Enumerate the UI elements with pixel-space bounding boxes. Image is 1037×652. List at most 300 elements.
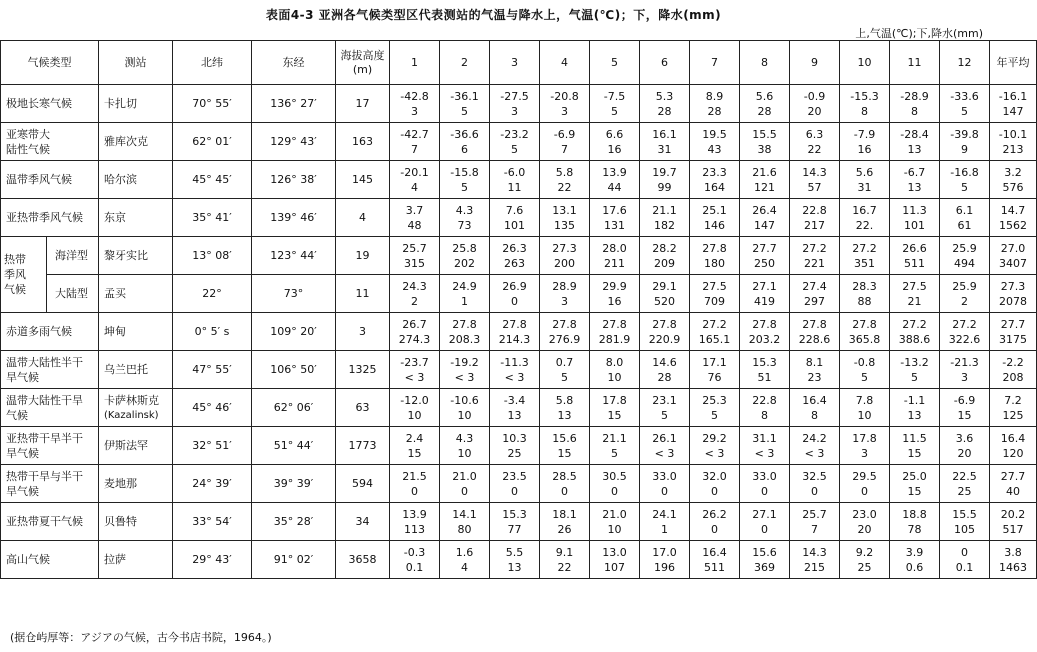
value-cell [740,313,790,351]
value-cell [440,427,490,465]
table-row [1,85,1037,123]
precipitation-value: 77 [507,522,522,536]
precipitation-value: 22 [557,180,572,194]
temperature-value: -16.1 [998,89,1028,103]
value-cell [590,123,640,161]
precipitation-value: 4 [461,560,468,574]
precipitation-value: 351 [854,256,875,270]
precipitation-value: 13 [907,180,922,194]
precipitation-value: 511 [704,560,725,574]
precipitation-value: 520 [654,294,675,308]
precipitation-value: 0 [511,484,518,498]
precipitation-value: 5 [561,370,568,384]
latitude-cell: 70° 55′ [173,85,252,123]
value-cell [690,503,740,541]
climate-type-cell [1,351,99,389]
station-line: 卡萨林斯克 [104,393,159,407]
precipitation-value: 3 [411,104,418,118]
temperature-value: 26.9 [502,279,527,293]
precipitation-value: 1 [661,522,668,536]
value-cell [990,389,1037,427]
value-cell [840,123,890,161]
value-cell [990,123,1037,161]
station-cell: 坤甸 [99,313,173,351]
value-cell [740,427,790,465]
latitude-cell: 62° 01′ [173,123,252,161]
temperature-value: -0.3 [403,545,426,559]
value-cell [390,427,440,465]
value-cell [390,237,440,275]
precipitation-value: 51 [757,370,772,384]
value-cell [440,85,490,123]
temperature-value: 14.7 [1000,203,1026,217]
climate-table [0,40,1037,579]
precipitation-value: 202 [454,256,475,270]
climate-type-line: 旱气候 [6,370,39,384]
precipitation-value: 511 [904,256,925,270]
value-cell [390,541,440,579]
temperature-value: 6.6 [605,127,624,141]
altitude-cell: 1325 [336,351,390,389]
longitude-cell: 39° 39′ [252,465,336,503]
temperature-value: 22.8 [802,203,827,217]
temperature-value: 5.8 [555,393,574,407]
value-cell [890,275,940,313]
temperature-value: 3.7 [405,203,424,217]
precipitation-value: 10 [607,522,622,536]
temperature-value: 27.8 [552,317,577,331]
precipitation-value: 196 [654,560,675,574]
temperature-value: 8.9 [705,89,724,103]
precipitation-value: 263 [504,256,525,270]
value-cell [440,123,490,161]
temperature-value: 25.1 [702,203,727,217]
temperature-value: 5.3 [655,89,674,103]
header-lat: 北纬 [173,41,252,85]
precipitation-value: 15 [907,484,922,498]
precipitation-value: 28 [707,104,722,118]
temperature-value: 7.8 [855,393,874,407]
value-cell [540,199,590,237]
precipitation-value: 11 [507,180,522,194]
station-cell [99,389,173,427]
value-cell [640,199,690,237]
precipitation-value: 135 [554,218,575,232]
table-title: 表面4-3 亚洲各气候类型区代表测站的气温与降水上，气温(℃)；下，降水(mm) [265,8,722,22]
value-cell [390,313,440,351]
value-cell [740,161,790,199]
precipitation-value: 28 [657,104,672,118]
temperature-value: 23.0 [852,507,877,521]
precipitation-value: 209 [654,256,675,270]
temperature-value: 27.8 [452,317,477,331]
precipitation-value: < 3 [804,446,825,460]
climate-type-cell: 亚热带季风气候 [1,199,99,237]
value-cell [990,275,1037,313]
temperature-value: -36.1 [450,89,479,103]
value-cell [790,199,840,237]
precipitation-value: 3 [561,104,568,118]
climate-type-line: 热带干旱与半干 [6,469,83,483]
value-cell [940,389,990,427]
precipitation-value: 3 [861,446,868,460]
precipitation-value: 13 [507,560,522,574]
value-cell [990,351,1037,389]
precipitation-value: 3407 [999,256,1027,270]
longitude-cell: 109° 20′ [252,313,336,351]
station-cell: 卡扎切 [99,85,173,123]
temperature-value: 27.2 [802,241,827,255]
temperature-value: -6.9 [953,393,976,407]
precipitation-value: 0 [761,484,768,498]
longitude-cell: 129° 43′ [252,123,336,161]
value-cell [790,427,840,465]
precipitation-value: 22 [557,560,572,574]
latitude-cell: 33° 54′ [173,503,252,541]
temperature-value: 26.1 [652,431,677,445]
temperature-value: 5.5 [505,545,524,559]
latitude-cell: 45° 45′ [173,161,252,199]
temperature-value: 21.1 [652,203,677,217]
temperature-value: -21.3 [950,355,979,369]
precipitation-value: 8 [761,408,768,422]
temperature-value: -36.6 [450,127,479,141]
climate-type-cell [1,123,99,161]
value-cell [940,123,990,161]
precipitation-value: 8 [861,104,868,118]
value-cell [590,313,640,351]
precipitation-value: 0 [611,484,618,498]
temperature-value: 14.3 [802,545,827,559]
altitude-cell: 11 [336,275,390,313]
temperature-value: -19.2 [450,355,479,369]
precipitation-value: 78 [907,522,922,536]
value-cell [540,161,590,199]
altitude-cell: 34 [336,503,390,541]
temperature-value: 15.6 [752,545,777,559]
value-cell [690,313,740,351]
temperature-value: 8.0 [605,355,624,369]
temperature-value: 19.7 [652,165,677,179]
altitude-cell: 594 [336,465,390,503]
station-cell: 贝鲁特 [99,503,173,541]
value-cell [540,389,590,427]
precipitation-value: 276.9 [548,332,581,346]
value-cell [940,465,990,503]
precipitation-value: 203.2 [748,332,781,346]
climate-type-cell [1,427,99,465]
table-row [1,503,1037,541]
precipitation-value: < 3 [704,446,725,460]
climate-type-cell: 赤道多雨气候 [1,313,99,351]
temperature-value: 27.2 [702,317,727,331]
temperature-value: 27.8 [602,317,627,331]
value-cell [390,123,440,161]
value-cell [540,465,590,503]
value-cell [840,427,890,465]
value-cell [790,465,840,503]
temperature-value: 24.3 [402,279,427,293]
temperature-value: 20.2 [1000,507,1026,521]
precipitation-value: 4 [411,180,418,194]
climate-type-line: 温带大陆性干旱 [6,393,83,407]
temperature-value: 13.0 [602,545,627,559]
value-cell [590,465,640,503]
precipitation-value: 3 [511,104,518,118]
precipitation-value: 213 [1002,142,1024,156]
temperature-value: 25.3 [702,393,727,407]
header-month: 7 [690,41,740,85]
precipitation-value: 2 [961,294,968,308]
temperature-value: -28.4 [900,127,929,141]
latitude-cell: 47° 55′ [173,351,252,389]
value-cell [490,427,540,465]
value-cell [540,503,590,541]
header-month: 8 [740,41,790,85]
temperature-value: 15.6 [552,431,577,445]
temperature-value: -3.4 [503,393,526,407]
value-cell [740,275,790,313]
temperature-value: 19.5 [702,127,727,141]
value-cell [840,465,890,503]
header-alt-line2: (m) [352,62,373,76]
value-cell [440,313,490,351]
precipitation-value: 6 [461,142,468,156]
precipitation-value: 107 [604,560,625,574]
latitude-cell: 35° 41′ [173,199,252,237]
temperature-value: 17.0 [652,545,677,559]
latitude-cell: 24° 39′ [173,465,252,503]
unit-note: 上,气温(℃);下,降水(mm) [855,27,983,40]
temperature-value: -6.0 [503,165,526,179]
precipitation-value: 147 [1002,104,1024,118]
climate-type-cell [1,389,99,427]
precipitation-value: 0 [711,522,718,536]
precipitation-value: 121 [754,180,775,194]
value-cell [990,199,1037,237]
precipitation-value: 16 [607,142,622,156]
altitude-cell: 145 [336,161,390,199]
climate-type-cell: 极地长寒气候 [1,85,99,123]
longitude-cell: 126° 38′ [252,161,336,199]
temperature-value: 27.8 [752,317,777,331]
temperature-value: -42.8 [400,89,429,103]
temperature-value: 25.8 [452,241,477,255]
value-cell [990,503,1037,541]
temperature-value: 28.3 [852,279,877,293]
value-cell [490,465,540,503]
table-body [1,85,1037,579]
precipitation-value: 40 [1006,484,1020,498]
temperature-value: -15.3 [850,89,879,103]
value-cell [840,313,890,351]
temperature-value: 5.6 [855,165,874,179]
header-alt [336,41,390,85]
temperature-value: 15.5 [952,507,977,521]
precipitation-value: 25 [957,484,972,498]
latitude-cell: 13° 08′ [173,237,252,275]
precipitation-value: 15 [907,446,922,460]
longitude-cell: 123° 44′ [252,237,336,275]
precipitation-value: 5 [461,180,468,194]
precipitation-value: 13 [907,142,922,156]
temperature-value: 33.0 [752,469,777,483]
precipitation-value: 250 [754,256,775,270]
value-cell [390,275,440,313]
temperature-value: 9.1 [555,545,574,559]
precipitation-value: 419 [754,294,775,308]
temperature-value: 15.5 [752,127,777,141]
value-cell [590,85,640,123]
precipitation-value: 73 [457,218,472,232]
temperature-value: 21.0 [452,469,477,483]
temperature-value: 29.9 [602,279,627,293]
value-cell [990,313,1037,351]
temperature-value: 27.5 [702,279,727,293]
temperature-value: -10.6 [450,393,479,407]
header-month: 11 [890,41,940,85]
value-cell [940,161,990,199]
value-cell [490,389,540,427]
temperature-value: 14.1 [452,507,477,521]
value-cell [540,351,590,389]
climate-group-line: 季风 [4,268,26,281]
precipitation-value: 220.9 [648,332,681,346]
table-row [1,465,1037,503]
value-cell [490,351,540,389]
table-row [1,123,1037,161]
precipitation-value: 0.1 [405,560,424,574]
climate-type-cell: 温带季风气候 [1,161,99,199]
value-cell [690,541,740,579]
value-cell [740,123,790,161]
precipitation-value: < 3 [454,370,475,384]
value-cell [690,123,740,161]
precipitation-value: < 3 [404,370,425,384]
temperature-value: 21.6 [752,165,777,179]
temperature-value: 27.3 [1000,279,1026,293]
table-row [1,541,1037,579]
value-cell [790,275,840,313]
precipitation-value: 315 [404,256,425,270]
temperature-value: 24.9 [452,279,477,293]
precipitation-value: 113 [404,522,425,536]
value-cell [640,351,690,389]
value-cell [740,351,790,389]
precipitation-value: 200 [554,256,575,270]
climate-type-cell: 海洋型 [47,237,99,275]
temperature-value: 4.3 [455,203,474,217]
value-cell [690,275,740,313]
longitude-cell: 35° 28′ [252,503,336,541]
value-cell [490,541,540,579]
value-cell [640,161,690,199]
value-cell [640,389,690,427]
longitude-cell: 73° [252,275,336,313]
precipitation-value: 5 [961,104,968,118]
temperature-value: -28.9 [900,89,929,103]
value-cell [490,237,540,275]
precipitation-value: 8 [811,408,818,422]
temperature-value: 26.7 [402,317,427,331]
temperature-value: 7.2 [1004,393,1022,407]
longitude-cell: 106° 50′ [252,351,336,389]
value-cell [840,275,890,313]
climate-group-line: 气候 [4,283,26,296]
temperature-value: 22.8 [752,393,777,407]
temperature-value: 32.0 [702,469,727,483]
value-cell [390,85,440,123]
temperature-value: 27.7 [1000,469,1026,483]
temperature-value: 32.5 [802,469,827,483]
latitude-cell: 32° 51′ [173,427,252,465]
value-cell [890,161,940,199]
precipitation-value: 9 [961,142,968,156]
precipitation-value: 297 [804,294,825,308]
station-cell: 黎牙实比 [99,237,173,275]
longitude-cell: 91° 02′ [252,541,336,579]
value-cell [840,237,890,275]
temperature-value: 23.5 [502,469,527,483]
precipitation-value: 88 [857,294,872,308]
precipitation-value: 3 [561,294,568,308]
precipitation-value: 28 [757,104,772,118]
precipitation-value: 5 [611,104,618,118]
temperature-value: -1.1 [903,393,926,407]
climate-type-line: 陆性气候 [6,142,50,156]
value-cell [590,237,640,275]
precipitation-value: 208.3 [448,332,481,346]
precipitation-value: 0 [761,522,768,536]
temperature-value: 27.3 [552,241,577,255]
temperature-value: -7.5 [603,89,626,103]
header-annual: 年平均 [990,41,1037,85]
temperature-value: 25.7 [802,507,827,521]
value-cell [890,351,940,389]
precipitation-value: 0 [411,484,418,498]
temperature-value: 27.2 [852,241,877,255]
precipitation-value: 221 [804,256,825,270]
temperature-value: 27.8 [802,317,827,331]
table-row [1,237,1037,275]
temperature-value: 18.8 [902,507,927,521]
value-cell [740,465,790,503]
header-month: 3 [490,41,540,85]
header-row [1,41,1037,85]
temperature-value: 27.8 [502,317,527,331]
precipitation-value: 0.6 [905,560,924,574]
climate-type-line: 亚热带干旱半干 [6,431,83,445]
temperature-value: -23.7 [400,355,429,369]
temperature-value: -20.1 [400,165,429,179]
climate-type-line: 气候 [6,408,28,422]
precipitation-value: 217 [804,218,825,232]
header-month: 5 [590,41,640,85]
precipitation-value: 322.6 [948,332,981,346]
value-cell [440,465,490,503]
longitude-cell: 62° 06′ [252,389,336,427]
value-cell [590,161,640,199]
precipitation-value: 99 [657,180,672,194]
station-cell: 乌兰巴托 [99,351,173,389]
precipitation-value: 211 [604,256,625,270]
temperature-value: 27.8 [852,317,877,331]
header-month: 6 [640,41,690,85]
precipitation-value: 576 [1002,180,1024,194]
value-cell [890,503,940,541]
value-cell [440,237,490,275]
precipitation-value: 16 [607,294,622,308]
